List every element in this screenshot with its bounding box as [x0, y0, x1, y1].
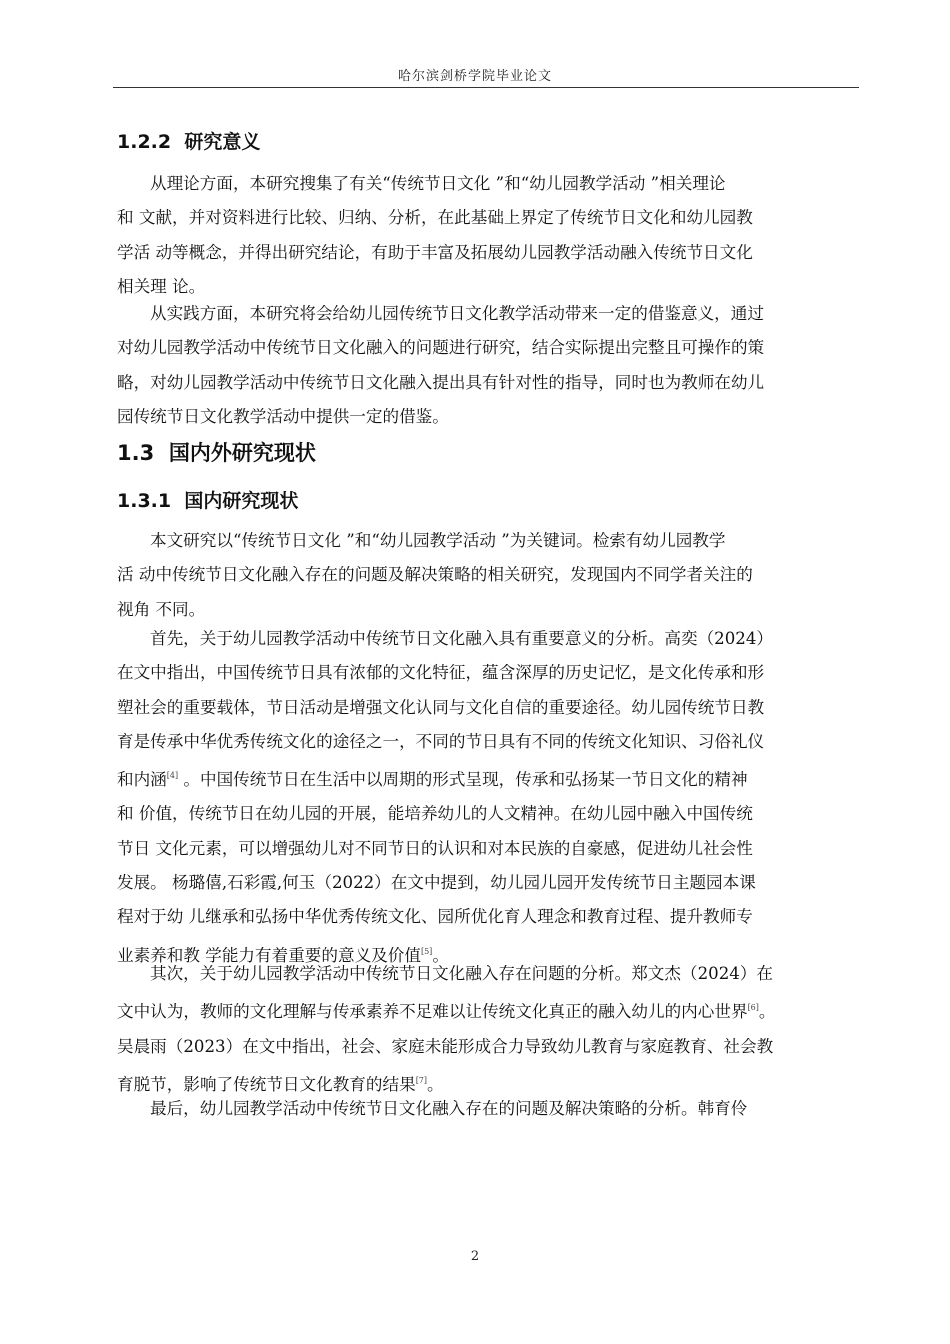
text-line — [117, 759, 865, 797]
section-number: 1.2.2 — [117, 131, 172, 153]
text-line: 吴晨雨（2023）在文中指出，社会、家庭未能形成合力导致幼儿教育与家庭教育、社会教 — [117, 1036, 774, 1056]
text-line: 节日 文化元素，可以增强幼儿对不同节日的认识和对本民族的自豪感，促进幼儿社会性 — [117, 838, 753, 858]
text-line: 对幼儿园教学活动中传统节日文化融入的问题进行研究，结合实际提出完整且可操作的策 — [117, 338, 765, 358]
text-line: 相关理 论。 — [117, 276, 206, 296]
text-line: 和 文献，并对资料进行比较、归纳、分析，在此基础上界定了传统节日文化和幼儿园教 — [117, 208, 753, 228]
text-run: 育脱节，影响了传统节日文化教育的结果 — [117, 1074, 416, 1094]
text-line: 活 动中传统节日文化融入存在的问题及解决策略的相关研究，发现国内不同学者关注的 — [117, 565, 753, 585]
text-run: 。中国传统节日在生活中以周期的形式呈现，传承和弘扬某一节日文化的精神 — [178, 770, 748, 790]
section-heading-1-3-1 — [117, 486, 298, 513]
text-line: 发展。 杨璐僖,石彩霞,何玉（2022）在文中提到，幼儿园儿园开发传统节日主题园本课 — [117, 873, 756, 893]
citation-marker: [4] — [166, 771, 179, 781]
paragraph-practice — [117, 297, 865, 434]
text-line: 学活 动等概念，并得出研究结论，有助于丰富及拓展幼儿园教学活动融入传统节日文化 — [117, 242, 753, 262]
text-line: 程对于幼 儿继承和弘扬中华优秀传统文化、园所优化育人理念和教育过程、提升教师专 — [117, 907, 753, 927]
text-line: 在文中指出，中国传统节日具有浓郁的文化特征，蕴含深厚的历史记忆，是文化传承和形 — [117, 663, 765, 683]
paragraph-keywords — [117, 524, 865, 627]
citation-marker: [7] — [415, 1075, 428, 1085]
paragraph-last — [117, 1092, 865, 1126]
text-run: 文中认为，教师的文化理解与传承素养不足难以让传统文化真正的融入幼儿的内心世界 — [117, 1002, 748, 1022]
section-number: 1.3 — [117, 441, 155, 465]
paragraph-second — [117, 957, 865, 1102]
text-line: 园传统节日文化教学活动中提供一定的借鉴。 — [117, 406, 449, 426]
text-line: 其次，关于幼儿园教学活动中传统节日文化融入存在问题的分析。郑文杰（2024）在 — [150, 964, 774, 983]
text-line: 本文研究以“传统节日文化 ”和“幼儿园教学活动 ”为关键词。检索有幼儿园教学 — [150, 531, 726, 550]
paragraph-first — [117, 622, 865, 973]
text-line: 首先，关于幼儿园教学活动中传统节日文化融入具有重要意义的分析。高奕（2024） — [150, 629, 774, 648]
section-title: 国内研究现状 — [184, 490, 299, 512]
text-line — [117, 991, 865, 1029]
text-line: 从理论方面，本研究搜集了有关“传统节日文化 ”和“幼儿园教学活动 ”相关理论 — [150, 174, 726, 193]
paragraph-theory — [117, 167, 865, 304]
text-line: 育是传承中华优秀传统文化的途径之一，不同的节日具有不同的传统文化知识、习俗礼仪 — [117, 731, 765, 751]
citation-marker: [5] — [420, 946, 433, 956]
section-heading-1-3 — [117, 437, 316, 467]
text-line: 最后，幼儿园教学活动中传统节日文化融入存在的问题及解决策略的分析。韩育伶 — [150, 1099, 748, 1118]
header-rule — [113, 87, 859, 88]
section-title: 研究意义 — [184, 131, 261, 153]
text-run: 业素养和教 学能力有着重要的意义及价值 — [117, 945, 421, 965]
text-line: 从实践方面，本研究将会给幼儿园传统节日文化教学活动带来一定的借鉴意义，通过 — [150, 304, 764, 323]
running-header: 哈尔滨剑桥学院毕业论文 — [397, 69, 552, 84]
text-line: 略，对幼儿园教学活动中传统节日文化融入提出具有针对性的指导，同时也为教师在幼儿 — [117, 372, 765, 392]
citation-marker: [6] — [747, 1003, 759, 1013]
text-run: 。 — [427, 1074, 444, 1094]
text-run: 。 — [432, 945, 449, 965]
page-number: 2 — [470, 1249, 480, 1264]
section-number: 1.3.1 — [117, 490, 172, 512]
section-heading-1-2-2 — [117, 127, 260, 154]
text-run: 。 — [758, 1002, 776, 1022]
text-line: 视角 不同。 — [117, 599, 206, 619]
text-run: 和内涵 — [117, 770, 167, 790]
text-line: 和 价值，传统节日在幼儿园的开展，能培养幼儿的人文精神。在幼儿园中融入中国传统 — [117, 804, 753, 824]
text-line: 塑社会的重要载体，节日活动是增强文化认同与文化自信的重要途径。幼儿园传统节日教 — [117, 697, 765, 717]
section-title: 国内外研究现状 — [168, 441, 316, 465]
